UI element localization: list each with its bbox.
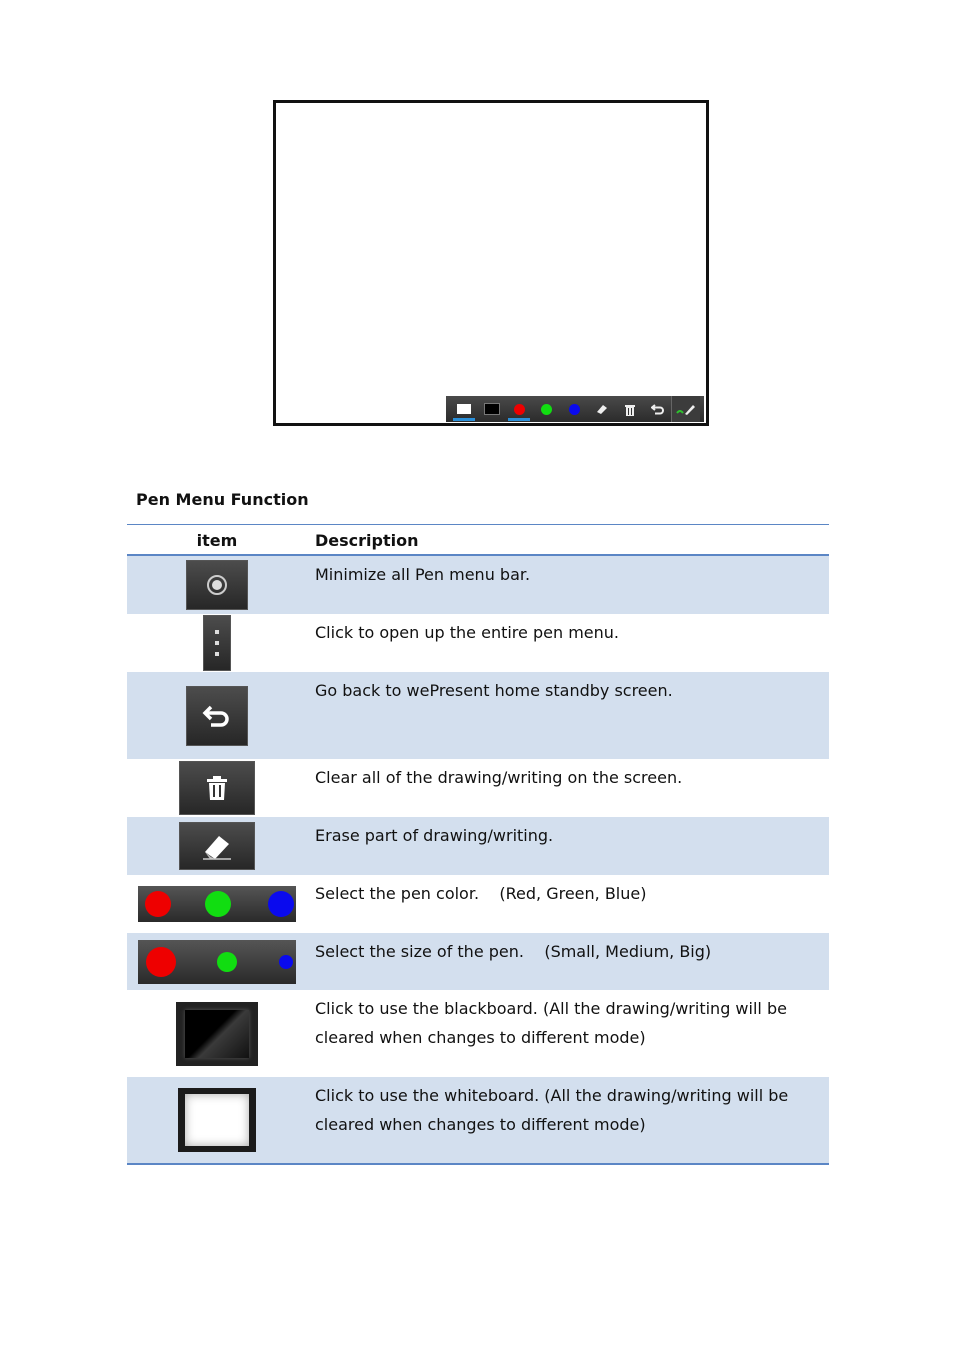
green-dot-icon [541,404,552,415]
row-description: Select the pen color. (Red, Green, Blue) [315,884,647,903]
dot-menu-icon [215,630,219,656]
back-button-icon [186,686,248,746]
row-description: Erase part of drawing/writing. [315,826,554,845]
header-item: item [196,531,238,550]
red-dot-icon [514,404,525,415]
eraser-button[interactable] [588,396,616,422]
open-menu-button-icon [203,615,231,671]
row-description: Go back to wePresent home standby screen. [315,681,673,700]
row-description: Clear all of the drawing/writing on the screen. [315,768,683,787]
section-heading: Pen Menu Function [136,490,309,509]
blackboard-icon [484,403,500,415]
pen-size-swatches [138,940,296,984]
medium-dot-icon [217,952,237,972]
pen-red-button[interactable] [505,396,533,422]
eraser-icon [595,402,609,416]
pen-menu-toggle-button[interactable] [671,396,700,422]
table-row [127,614,829,672]
trash-icon [206,775,228,801]
row-description: Select the size of the pen. (Small, Medium, Big) [315,942,712,961]
pen-icon [675,402,697,416]
whiteboard-preview [273,100,709,426]
red-dot-icon [145,891,171,917]
whiteboard-icon [457,404,471,414]
row-description: Click to use the blackboard. (All the drawing/writing will be cleared when changes to different mode) [315,999,787,1047]
table-row [127,990,829,1077]
table-row [127,672,829,759]
whiteboard-icon [178,1088,256,1152]
table-row [127,1077,829,1163]
pen-color-swatches [138,886,296,922]
table-row [127,875,829,933]
green-dot-icon [205,891,231,917]
table-bottom-rule [127,1163,829,1165]
clear-button-icon [179,761,255,815]
minimize-button-icon [186,560,248,610]
small-dot-icon [279,955,293,969]
table-row [127,817,829,875]
undo-arrow-icon [202,704,232,728]
clear-button[interactable] [616,396,644,422]
table-row [127,933,829,990]
blue-dot-icon [268,891,294,917]
undo-arrow-icon [651,403,665,415]
whiteboard-mode-button[interactable] [450,396,478,422]
pen-toolbar [446,396,704,422]
header-description: Description [315,531,419,550]
table-header [127,525,829,556]
eraser-button-icon [179,822,255,870]
pen-blue-button[interactable] [561,396,589,422]
blackboard-mode-button[interactable] [478,396,506,422]
big-dot-icon [146,947,176,977]
blue-dot-icon [569,404,580,415]
pen-green-button[interactable] [533,396,561,422]
blackboard-icon [176,1002,258,1066]
trash-icon [624,403,636,416]
table-row [127,556,829,614]
row-description: Minimize all Pen menu bar. [315,565,531,584]
record-circle-icon [206,574,228,596]
pen-menu-table [127,524,829,1165]
back-button[interactable] [644,396,672,422]
table-row [127,759,829,817]
eraser-icon [201,832,233,860]
row-description: Click to use the whiteboard. (All the drawing/writing will be cleared when changes to different mode) [315,1086,789,1134]
row-description: Click to open up the entire pen menu. [315,623,619,642]
